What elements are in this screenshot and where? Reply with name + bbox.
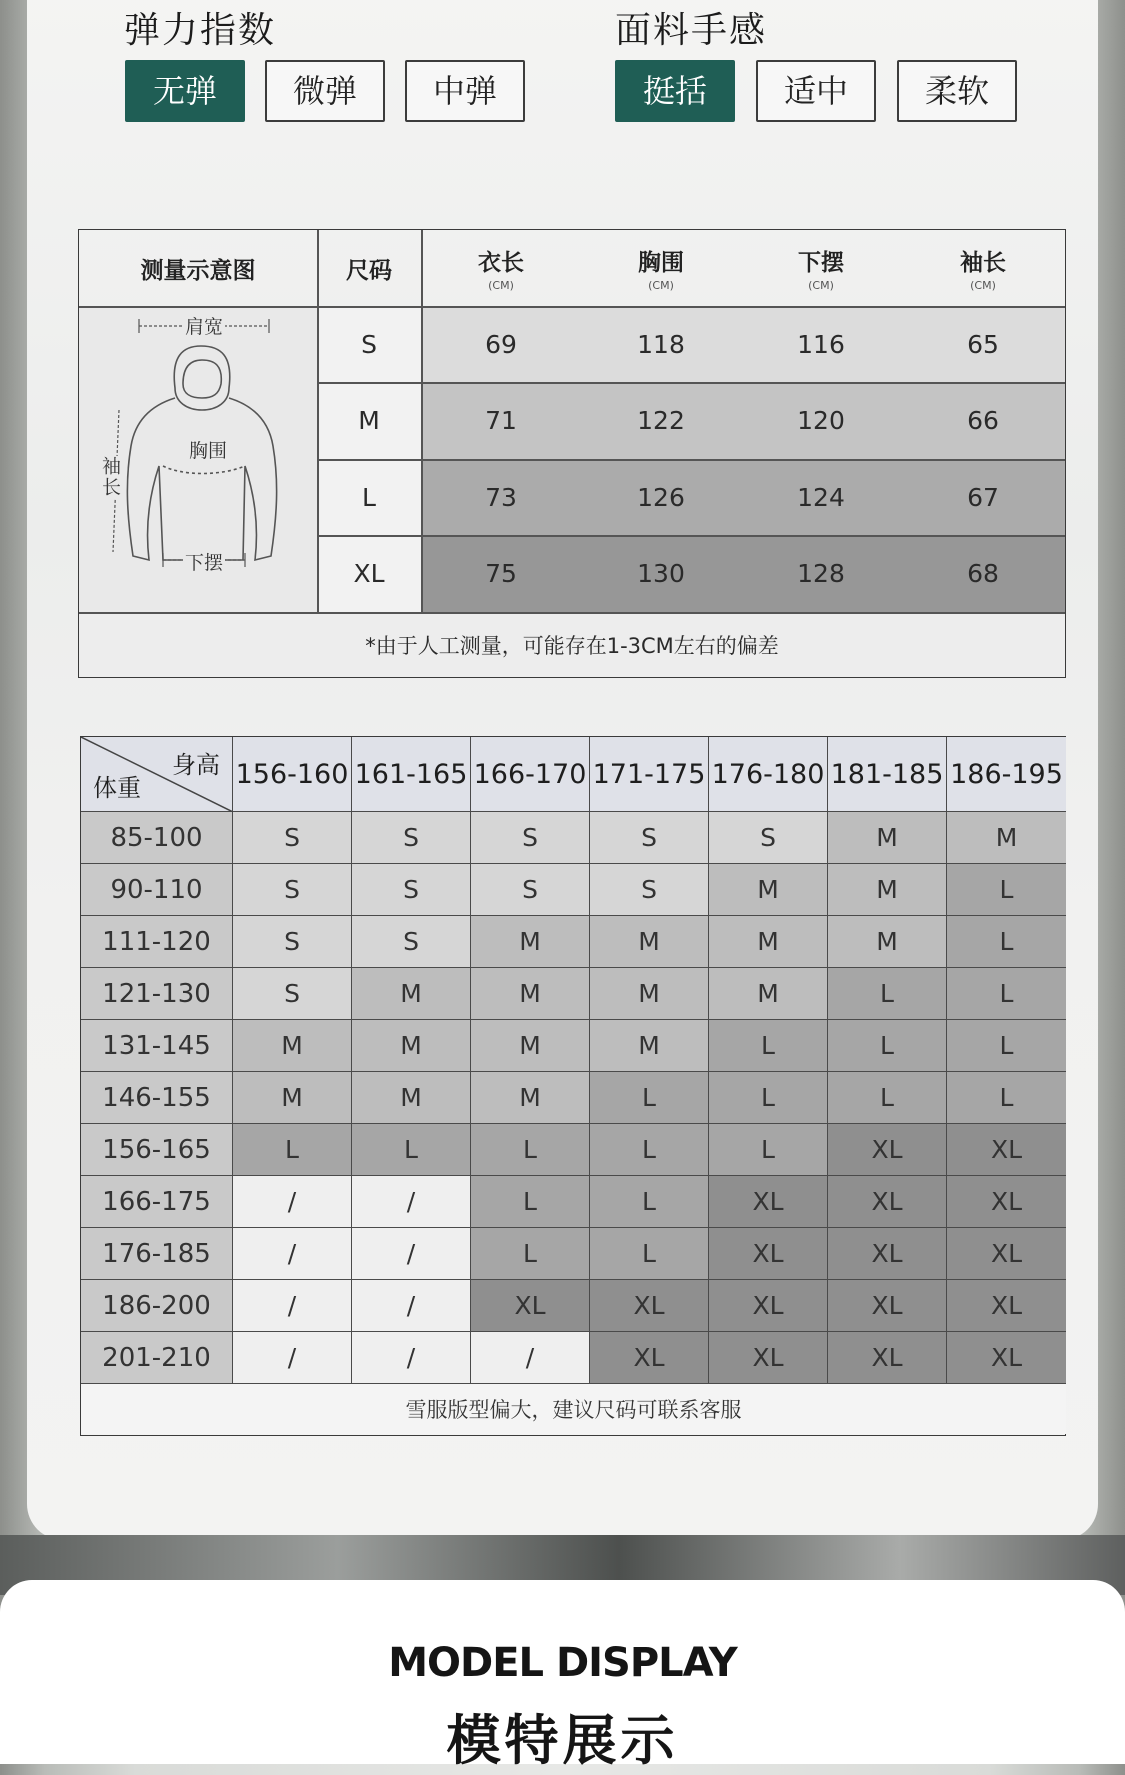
size-cell: / bbox=[233, 1280, 352, 1332]
measure-value: 65 bbox=[967, 329, 999, 359]
weight-range-label: 146-155 bbox=[81, 1072, 233, 1124]
size-cell: S bbox=[471, 812, 590, 864]
size-cell: S bbox=[590, 864, 709, 916]
size-cell: XL bbox=[947, 1176, 1066, 1228]
size-cell: L bbox=[828, 968, 947, 1020]
size-cell: XL bbox=[471, 1280, 590, 1332]
grid-line bbox=[317, 459, 1065, 461]
size-cell: XL bbox=[590, 1332, 709, 1384]
measure-value: 128 bbox=[797, 559, 845, 588]
grid-line bbox=[79, 612, 1065, 614]
size-cell: / bbox=[233, 1332, 352, 1384]
size-cell: L bbox=[947, 968, 1066, 1020]
size-cell: L bbox=[709, 1020, 828, 1072]
column-label: 袖长 bbox=[960, 250, 1006, 276]
size-cell: L bbox=[947, 1020, 1066, 1072]
measure-value: 126 bbox=[637, 482, 685, 512]
size-cell: M bbox=[590, 1020, 709, 1072]
size-cell: XL bbox=[947, 1332, 1066, 1384]
size-cell: XL bbox=[947, 1280, 1066, 1332]
size-cell: S bbox=[233, 864, 352, 916]
fabric-option-2[interactable]: 柔软 bbox=[897, 60, 1017, 122]
size-cell: / bbox=[471, 1332, 590, 1384]
size-cell: L bbox=[590, 1072, 709, 1124]
size-cell: / bbox=[352, 1176, 471, 1228]
size-cell: M bbox=[233, 1072, 352, 1124]
size-cell: M bbox=[828, 812, 947, 864]
size-cell: M bbox=[471, 916, 590, 968]
size-cell: M bbox=[828, 864, 947, 916]
model-display-zh-title: 模特展示 bbox=[446, 1709, 679, 1772]
diagram-label-shoulder: 肩宽 bbox=[183, 312, 225, 339]
weight-range-label: 156-165 bbox=[81, 1124, 233, 1176]
measure-value: 73 bbox=[485, 482, 517, 512]
size-label-M: M bbox=[317, 382, 421, 459]
grid-line bbox=[317, 382, 1065, 384]
column-header bbox=[581, 230, 741, 306]
size-cell: M bbox=[471, 968, 590, 1020]
size-label-S: S bbox=[317, 306, 421, 382]
height-range-header: 161-165 bbox=[352, 737, 471, 812]
size-header: 尺码 bbox=[346, 257, 392, 284]
fabric-title: 面料手感 bbox=[615, 10, 768, 51]
size-cell: XL bbox=[709, 1228, 828, 1280]
column-header bbox=[741, 230, 901, 306]
size-cell: S bbox=[233, 916, 352, 968]
size-label-XL: XL bbox=[317, 535, 421, 612]
size-cell: L bbox=[947, 1072, 1066, 1124]
size-cell: / bbox=[233, 1228, 352, 1280]
diagram-label-hem: 下摆 bbox=[183, 548, 225, 575]
size-cell: M bbox=[352, 968, 471, 1020]
diagram-label-sleeve: 袖长 bbox=[95, 456, 126, 498]
measurement-note: *由于人工测量，可能存在1-3CM左右的偏差 bbox=[79, 612, 1065, 677]
size-cell: M bbox=[828, 916, 947, 968]
measure-value: 68 bbox=[967, 559, 999, 588]
size-recommendation-table bbox=[80, 736, 1066, 1436]
height-range-header: 186-195 bbox=[947, 737, 1066, 812]
size-cell: S bbox=[471, 864, 590, 916]
weight-range-label: 121-130 bbox=[81, 968, 233, 1020]
model-display-en-title: MODEL DISPLAY bbox=[388, 1640, 737, 1686]
size-cell: L bbox=[590, 1124, 709, 1176]
size-cell: XL bbox=[709, 1280, 828, 1332]
size-cell: XL bbox=[828, 1280, 947, 1332]
size-cell: S bbox=[233, 968, 352, 1020]
size-cell: / bbox=[352, 1332, 471, 1384]
size-cell: M bbox=[471, 1072, 590, 1124]
weight-range-label: 111-120 bbox=[81, 916, 233, 968]
size-cell: XL bbox=[947, 1228, 1066, 1280]
size-cell: XL bbox=[828, 1332, 947, 1384]
measure-value: 69 bbox=[485, 329, 517, 359]
column-label: 胸围 bbox=[638, 250, 684, 276]
grid-line bbox=[317, 535, 1065, 537]
elasticity-option-2[interactable]: 中弹 bbox=[405, 60, 525, 122]
size-cell: XL bbox=[709, 1176, 828, 1228]
grid-line bbox=[79, 306, 1065, 308]
size-cell: L bbox=[590, 1176, 709, 1228]
size-cell: L bbox=[590, 1228, 709, 1280]
size-cell: L bbox=[709, 1072, 828, 1124]
fabric-option-0[interactable]: 挺括 bbox=[615, 60, 735, 122]
elasticity-title: 弹力指数 bbox=[124, 10, 277, 51]
column-header bbox=[421, 230, 581, 306]
size-cell: M bbox=[709, 916, 828, 968]
size-cell: S bbox=[590, 812, 709, 864]
measure-value: 130 bbox=[637, 559, 685, 588]
size-cell: M bbox=[233, 1020, 352, 1072]
weight-range-label: 176-185 bbox=[81, 1228, 233, 1280]
weight-range-label: 90-110 bbox=[81, 864, 233, 916]
size-cell: L bbox=[471, 1228, 590, 1280]
size-cell: XL bbox=[590, 1280, 709, 1332]
size-cell: S bbox=[352, 864, 471, 916]
measure-value: 118 bbox=[637, 329, 685, 359]
column-header bbox=[901, 230, 1065, 306]
corner-height-label: 身高 bbox=[172, 751, 220, 779]
size-table-footer: 雪服版型偏大，建议尺码可联系客服 bbox=[81, 1384, 1066, 1434]
size-cell: M bbox=[709, 968, 828, 1020]
size-cell: S bbox=[233, 812, 352, 864]
height-range-header: 181-185 bbox=[828, 737, 947, 812]
weight-range-label: 131-145 bbox=[81, 1020, 233, 1072]
diagram-label-chest: 胸围 bbox=[187, 436, 229, 463]
height-range-header: 156-160 bbox=[233, 737, 352, 812]
corner-header bbox=[81, 737, 233, 812]
measure-value: 71 bbox=[485, 406, 517, 435]
measurement-table bbox=[78, 229, 1066, 678]
size-cell: XL bbox=[828, 1176, 947, 1228]
size-cell: XL bbox=[709, 1332, 828, 1384]
size-cell: L bbox=[947, 864, 1066, 916]
size-cell: / bbox=[352, 1228, 471, 1280]
size-cell: M bbox=[947, 812, 1066, 864]
size-cell: / bbox=[352, 1280, 471, 1332]
size-cell: L bbox=[471, 1124, 590, 1176]
diagram-header: 测量示意图 bbox=[140, 257, 256, 284]
measurement-diagram bbox=[79, 306, 317, 612]
weight-range-label: 85-100 bbox=[81, 812, 233, 864]
weight-range-label: 186-200 bbox=[81, 1280, 233, 1332]
measure-value: 67 bbox=[967, 482, 999, 512]
size-cell: M bbox=[352, 1020, 471, 1072]
column-unit: (CM) bbox=[808, 279, 834, 292]
grid-line bbox=[317, 230, 319, 612]
weight-range-label: 201-210 bbox=[81, 1332, 233, 1384]
size-cell: M bbox=[471, 1020, 590, 1072]
fabric-option-1[interactable]: 适中 bbox=[756, 60, 876, 122]
size-cell: L bbox=[828, 1072, 947, 1124]
size-cell: S bbox=[352, 812, 471, 864]
size-cell: / bbox=[233, 1176, 352, 1228]
size-cell: XL bbox=[947, 1124, 1066, 1176]
elasticity-option-1[interactable]: 微弹 bbox=[265, 60, 385, 122]
height-range-header: 176-180 bbox=[709, 737, 828, 812]
measure-value: 122 bbox=[637, 406, 685, 435]
column-unit: (CM) bbox=[648, 279, 674, 292]
size-cell: L bbox=[352, 1124, 471, 1176]
weight-range-label: 166-175 bbox=[81, 1176, 233, 1228]
size-cell: XL bbox=[828, 1124, 947, 1176]
measure-value: 120 bbox=[797, 406, 845, 435]
elasticity-option-0[interactable]: 无弹 bbox=[125, 60, 245, 122]
column-label: 下摆 bbox=[798, 250, 844, 276]
size-cell: XL bbox=[828, 1228, 947, 1280]
size-cell: L bbox=[471, 1176, 590, 1228]
size-cell: M bbox=[590, 968, 709, 1020]
size-cell: M bbox=[352, 1072, 471, 1124]
column-label: 衣长 bbox=[478, 250, 524, 276]
measure-value: 116 bbox=[797, 329, 845, 359]
size-cell: S bbox=[352, 916, 471, 968]
size-cell: L bbox=[709, 1124, 828, 1176]
size-cell: L bbox=[828, 1020, 947, 1072]
size-label-L: L bbox=[317, 459, 421, 535]
column-unit: (CM) bbox=[970, 279, 996, 292]
measure-value: 66 bbox=[967, 406, 999, 435]
corner-weight-label: 体重 bbox=[93, 774, 141, 802]
measure-value: 75 bbox=[485, 559, 517, 588]
grid-line bbox=[421, 230, 423, 612]
size-cell: S bbox=[709, 812, 828, 864]
size-cell: L bbox=[233, 1124, 352, 1176]
measure-value: 124 bbox=[797, 482, 845, 512]
size-cell: M bbox=[590, 916, 709, 968]
size-cell: M bbox=[709, 864, 828, 916]
size-cell: L bbox=[947, 916, 1066, 968]
height-range-header: 166-170 bbox=[471, 737, 590, 812]
column-unit: (CM) bbox=[488, 279, 514, 292]
height-range-header: 171-175 bbox=[590, 737, 709, 812]
